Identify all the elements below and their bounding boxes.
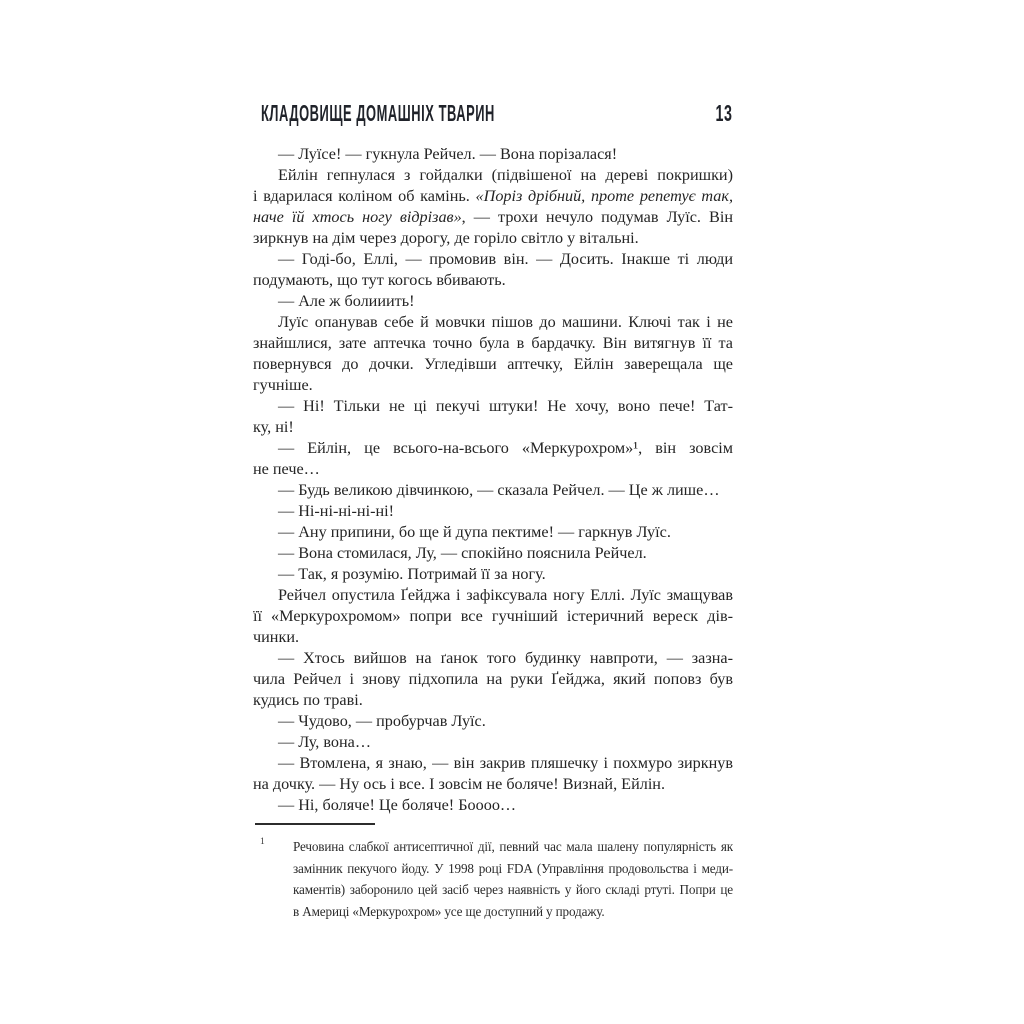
text-segment: знайшлися, зате аптечка точно була в бардачку. Він витягнув її та bbox=[253, 334, 733, 352]
text-segment: — Але ж болииить! bbox=[278, 292, 415, 310]
text-segment: чинки. bbox=[253, 628, 300, 646]
italic-text: «Поріз дрібний, проте репетує так, bbox=[475, 187, 733, 205]
body-text-line bbox=[253, 795, 733, 816]
text-segment: каментів) заборонило цей засіб через наявність у його складі ртуті. Попри це bbox=[293, 882, 733, 898]
footnote-text-line bbox=[293, 879, 733, 901]
text-segment: зиркнув на дім через дорогу, де горіло світло у вітальні. bbox=[253, 229, 639, 247]
body-text-line bbox=[253, 207, 733, 228]
body-text-line bbox=[253, 648, 733, 669]
body-text-line bbox=[253, 396, 733, 417]
body-text-line bbox=[253, 690, 733, 711]
body-text-line bbox=[253, 186, 733, 207]
footnote bbox=[253, 836, 733, 923]
text-segment: на дочку. — Ну ось і все. І зовсім не боляче! Визнай, Ейлін. bbox=[253, 775, 666, 793]
body-text-line bbox=[253, 312, 733, 333]
body-text bbox=[253, 144, 733, 816]
body-text-line bbox=[253, 564, 733, 585]
text-segment: — Ні-ні-ні-ні-ні! bbox=[278, 502, 395, 520]
text-segment: ку, ні! bbox=[253, 418, 294, 436]
footnote-marker: 1 bbox=[260, 837, 265, 847]
body-text-line bbox=[253, 438, 733, 459]
body-text-line bbox=[253, 375, 733, 396]
body-text-line bbox=[253, 270, 733, 291]
body-text-line bbox=[253, 753, 733, 774]
body-text-line bbox=[253, 522, 733, 543]
text-segment: Ейлін гепнулася з гойдалки (підвішеної на дереві покришки) bbox=[278, 166, 733, 184]
text-segment: — Так, я розумію. Потримай її за ногу. bbox=[278, 565, 546, 583]
body-text-line bbox=[253, 417, 733, 438]
text-segment: і вдарилася коліном об камінь. bbox=[253, 187, 476, 205]
text-segment: замінник пекучого йоду. У 1998 році FDA (Управління продовольства і меди- bbox=[293, 860, 733, 876]
footnote-separator bbox=[255, 823, 375, 825]
body-text-line bbox=[253, 501, 733, 522]
footnote-text bbox=[293, 836, 733, 923]
text-segment: Рейчел опустила Ґейджа і зафіксувала ногу Еллі. Луїс змащував bbox=[278, 586, 733, 604]
body-text-line bbox=[253, 249, 733, 270]
body-text-line bbox=[253, 585, 733, 606]
text-segment: — Лу, вона… bbox=[278, 733, 372, 751]
text-segment: — Хтось вийшов на ґанок того будинку навпроти, — зазна- bbox=[278, 649, 733, 667]
text-segment: подумають, що тут когось вбивають. bbox=[253, 271, 506, 289]
body-text-line bbox=[253, 291, 733, 312]
text-segment: — Вона стомилася, Лу, — спокійно пояснила Рейчел. bbox=[278, 544, 647, 562]
text-segment: — Ні! Тільки не ці пекучі штуки! Не хочу, воно пече! Тат- bbox=[278, 397, 733, 415]
body-text-line bbox=[253, 606, 733, 627]
text-segment: чила Рейчел і знову підхопила на руки Ґейджа, який поповз був bbox=[253, 670, 733, 688]
text-segment: , — трохи нечуло подумав Луїс. Він bbox=[461, 208, 733, 226]
text-segment: — Ейлін, це всього-на-всього «Меркурохром»¹, він зовсім bbox=[278, 439, 733, 457]
body-text-line bbox=[253, 774, 733, 795]
body-text-line bbox=[253, 165, 733, 186]
body-text-line bbox=[253, 333, 733, 354]
text-segment: — Ні, боляче! Це боляче! Боооо… bbox=[278, 796, 517, 814]
italic-text: наче їй хтось ногу відрізав» bbox=[253, 208, 462, 226]
footnote-text-line bbox=[293, 901, 733, 923]
body-text-line bbox=[253, 732, 733, 753]
body-text-line bbox=[253, 627, 733, 648]
body-text-line bbox=[253, 711, 733, 732]
text-segment: гучніше. bbox=[253, 376, 313, 394]
body-text-line bbox=[253, 459, 733, 480]
text-segment: в Америці «Меркурохром» усе ще доступний у продажу. bbox=[293, 904, 605, 920]
text-segment: — Будь великою дівчинкою, — сказала Рейчел. — Це ж лише… bbox=[278, 481, 720, 499]
body-text-line bbox=[253, 543, 733, 564]
running-header-title: КЛАДОВИЩЕ ДОМАШНІХ ТВАРИН bbox=[261, 100, 495, 126]
text-segment: не пече… bbox=[253, 460, 320, 478]
text-segment: — Годі-бо, Еллі, — промовив він. — Досить. Інакше ті люди bbox=[278, 250, 733, 268]
body-text-line bbox=[253, 228, 733, 249]
text-segment: кудись по траві. bbox=[253, 691, 363, 709]
footnote-text-line bbox=[293, 836, 733, 858]
text-segment: повернувся до дочки. Угледівши аптечку, Ейлін заверещала ще bbox=[253, 355, 733, 373]
text-segment: — Чудово, — пробурчав Луїс. bbox=[278, 712, 486, 730]
text-segment: — Ану припини, бо ще й дупа пектиме! — гаркнув Луїс. bbox=[278, 523, 671, 541]
body-text-line bbox=[253, 480, 733, 501]
text-segment: — Втомлена, я знаю, — він закрив пляшечку і похмуро зиркнув bbox=[278, 754, 733, 772]
text-segment: Речовина слабкої антисептичної дії, певний час мала шалену популярність як bbox=[293, 839, 733, 854]
page-number: 13 bbox=[715, 100, 733, 126]
running-header bbox=[253, 102, 733, 125]
text-segment: її «Меркурохромом» попри все гучніший істеричний вереск дів- bbox=[253, 607, 733, 625]
text-segment: — Луїсе! — гукнула Рейчел. — Вона порізалася! bbox=[278, 145, 618, 163]
footnote-text-line bbox=[293, 858, 733, 880]
body-text-line bbox=[253, 669, 733, 690]
text-segment: Луїс опанував себе й мовчки пішов до машини. Ключі так і не bbox=[278, 313, 733, 331]
body-text-line bbox=[253, 144, 733, 165]
body-text-line bbox=[253, 354, 733, 375]
